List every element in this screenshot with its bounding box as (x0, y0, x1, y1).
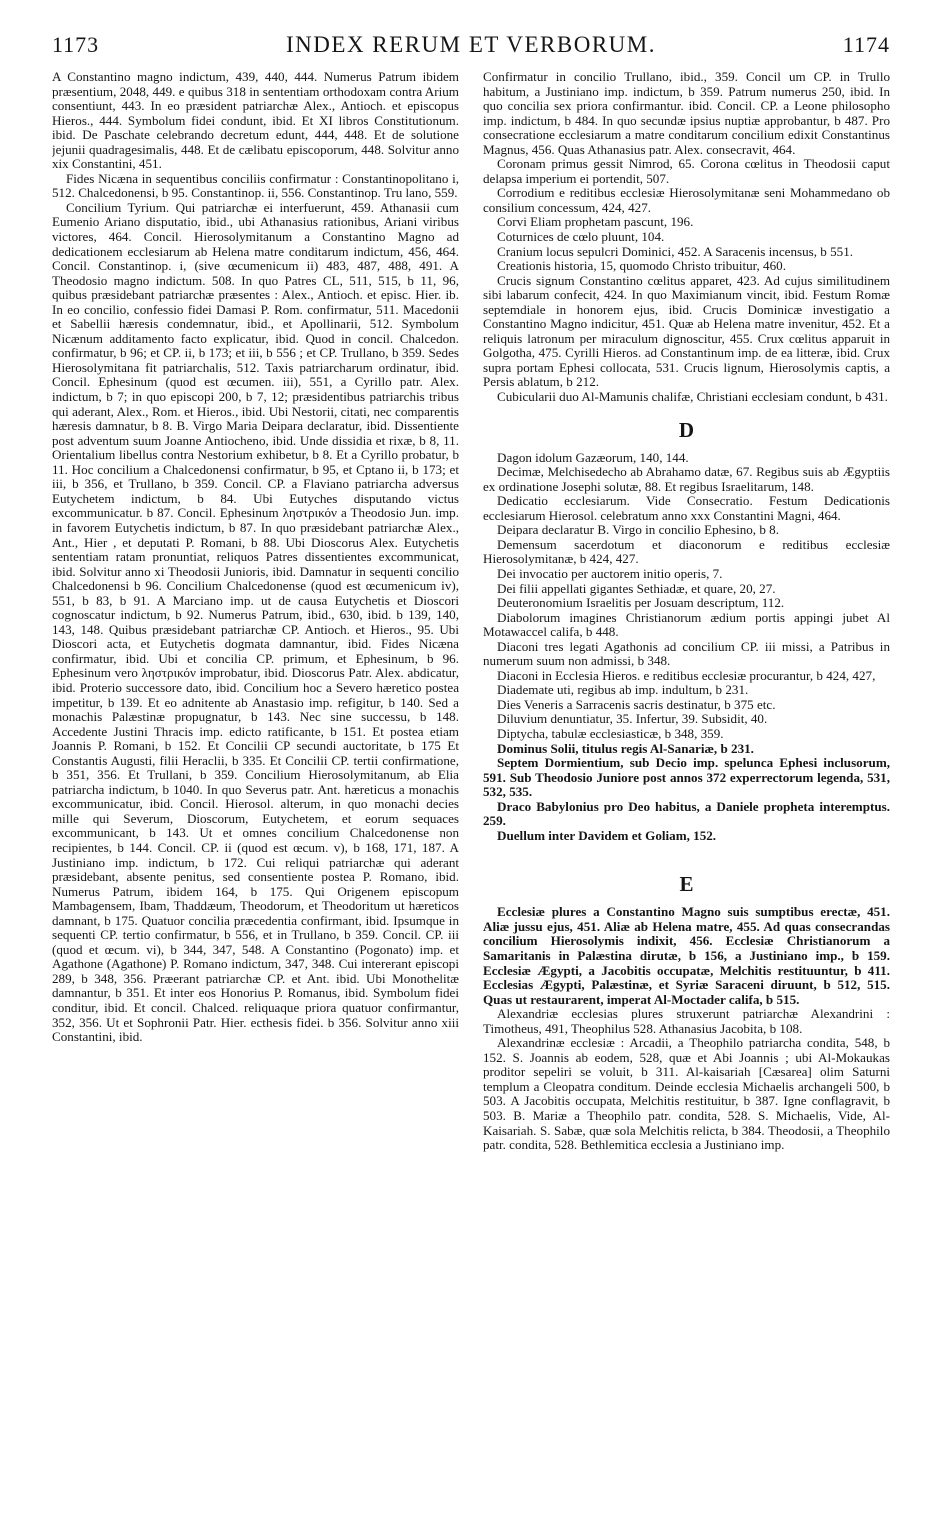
index-entry: Corvi Eliam prophetam pascunt, 196. (497, 214, 694, 230)
index-entry: Dagon idolum Gazæorum, 140, 144. (497, 449, 689, 465)
index-entry: Septem Dormientium, sub Decio imp. spelunca Ephesi inclusorum, 591. Sub Theodosio Juniore post annos 372 experrectorum legenda, 531, 532, 535. (483, 755, 890, 800)
section-letter-e: E (679, 872, 694, 897)
index-entry: Diptycha, tabulæ ecclesiasticæ, b 348, 359. (497, 725, 724, 741)
index-entry: Diluvium denuntiatur, 35. Infertur, 39. Subsidit, 40. (497, 711, 768, 727)
index-entry: Deuteronomium Israelitis per Josuam descriptum, 112. (497, 595, 785, 611)
index-entry: Decimæ, Melchisedecho ab Abrahamo datæ, 67. Regibus suis ab Ægyptiis ex ordinatione Josephi solutæ, 88. Et regibus Israelitarum, 148. (483, 464, 890, 494)
index-entry: Dei filii appellati gigantes Sethiadæ, et quare, 20, 27. (497, 580, 776, 596)
index-entry: Diaconi in Ecclesia Hieros. e reditibus ecclesiæ procurantur, b 424, 427, (497, 667, 876, 683)
right-page-number: 1174 (842, 32, 890, 57)
index-entry: Alexandrinæ ecclesiæ : Arcadii, a Theophilo patriarcha condita, 548, b 152. S. Joannis ab eodem, 528, quæ et Abi Joannis ; ubi Al-Mokaukas proditor sepeliri se voluit, b 311. Al-kaisariah [Cæsarea] olim Saturni templum a Cleopatra conditum. Deinde ecclesia Michaelis archangeli 500, b 503. A Jacobitis occupata, Melchitis restituitur, b 387. Igne conflagravit, b 503. B. Mariæ a Theophilo patr. condita, 528. S. Michaelis, Vide, Al-Kaisariah. S. Sabæ, quæ sola Melchitis relicta, b 384. Theodosii, a Theophilo patr. condita, 528. Bethlemitica ecclesia a Justiniano imp. (483, 1035, 890, 1153)
index-entry: Fides Nicæna in sequentibus conciliis confirmatur : Constantinopolitano i, 512. Chalcedonensi, b 95. Constantinop. ii, 556. Constantinop. Tru lano, 559. (52, 170, 459, 201)
index-entry: Coturnices de cœlo pluunt, 104. (497, 229, 665, 245)
index-entry: Dominus Solii, titulus regis Al-Sanariæ, b 231. (497, 740, 754, 756)
index-entry: Creationis historia, 15, quomodo Christo tribuitur, 460. (497, 258, 786, 274)
index-entry: Demensum sacerdotum et diaconorum e reditibus ecclesiæ Hierosolymitanæ, b 424, 427. (483, 536, 890, 567)
index-entry: Draco Babylonius pro Deo habitus, a Daniele propheta interemptus. 259. (483, 798, 890, 829)
running-title: INDEX RERUM ET VERBORUM. (286, 32, 656, 57)
index-entry: Dedicatio ecclesiarum. Vide Consecratio. Festum Dedicationis ecclesiarum Hierosol. celebratum anno xxx Constantini Magni, 464. (483, 493, 890, 523)
index-entry: Corrodium e reditibus ecclesiæ Hierosolymitanæ seni Mohammedano ob consilium concessum, 424, 427. (483, 185, 890, 215)
page-header (52, 32, 890, 66)
index-entry: Cubicularii duo Al-Mamunis chalifæ, Christiani ecclesiam condunt, b 431. (497, 389, 888, 405)
index-entry: Diabolorum imagines Christianorum ædium portis appingi jubet Al Motawaccel califa, b 448. (483, 609, 890, 640)
section-letter-d: D (678, 417, 695, 442)
index-entry: Ecclesiæ plures a Constantino Magno suis sumptibus erectæ, 451. Aliæ jussu ejus, 451. Aliæ ab Helena matre, 455. Ad quas consecrandas concilium Hierosolymis indixit, 456. Ecclesiæ Christianorum a Samaritanis in Palæstina dirutæ, b 156, a Justiniano imp., b 159. Ecclesiæ Ægypti, a Jacobitis occupatæ, Melchitis restituuntur, b 411. Ecclesias Ægypti, Palæstinæ, et Syriæ Saraceni diruunt, b 512, 515. Quas ut restaurarent, imperat Al-Moctader califa, b 515. (483, 904, 890, 1007)
index-entry: Dei invocatio per auctorem initio operis, 7. (497, 565, 723, 581)
index-entry: Alexandriæ ecclesias plures struxerunt patriarchæ Alexandrini : Timotheus, 491, Theophilus 528. Athanasius Jacobita, b 108. (483, 1006, 890, 1036)
index-entry: Cranium locus sepulcri Dominici, 452. A Saracenis incensus, b 551. (497, 243, 854, 259)
index-entry: Deipara declaratur B. Virgo in concilio Ephesino, b 8. (497, 522, 779, 538)
index-entry: Duellum inter Davidem et Goliam, 152. (497, 827, 717, 843)
index-entry: A Constantino magno indictum, 439, 440, 444. Numerus Patrum ibidem præsentium, 2048, 449. e quibus 318 in sententiam orthodoxam contra Arium consentiunt, 443. In eo præsident patriarchæ Alex., Antioch. et episcopus Hieros., 444. Symbolum fidei condunt, ibid. Et XI libros Constitutionum. ibid. De Paschate celebrando decretum edunt, 444, 448. Et de solutione jejunii quadragesimalis, 448. Et de cælibatu episcoporum, 448. Solvitur anno xix Constantini, 451. (52, 70, 459, 172)
index-entry: Confirmatur in concilio Trullano, ibid., 359. Concil um CP. in Trullo habitum, a Justiniano imp. indictum, b 359. Patrum numerus 250, ibid. In quo concilia sex priora confirmantur. ibid. Concil. CP. a Leone philosopho imp. indictum, b 484. In quo secundæ ipsius nuptiæ approbantur, b 487. Pro consecratione ecclesiarum a matre conditarum concilium edixit Constantinus Magnus, 456. Quas Athanasius patr. Alex. consecravit, 464. (483, 70, 890, 157)
index-entry: Crucis signum Constantino cœlitus apparet, 423. Ad cujus similitudinem sibi labarum confecit, 424. In quo Maximianum vincit, ibid. Festum Romæ septemdiale in honorem ejus, ibid. Crucis Dominicæ investigatio a Constantino Magno indicitur, 451. Quæ ab Helena matre invenitur, 452. Et a reliquis latronum per miraculum dignoscitur, 455. Crux cœlitus apparuit in Golgotha, 475. Cyrilli Hieros. ad Constantinum imp. de ea litteræ, ibid. Crux supra portam Ephesi collocata, 531. Crucis lignum, Hierosolymis captis, a Persis ablatum, b 212. (483, 272, 890, 390)
left-page-number: 1173 (52, 32, 100, 57)
index-entry: Dies Veneris a Sarracenis sacris destinatur, b 375 etc. (497, 696, 776, 712)
index-entry: Concilium Tyrium. Qui patriarchæ ei interfuerunt, 459. Athanasii cum Eumenio Ariano disputatio, ibid., ubi Athanasius rationibus, Ariani viribus victores, 464. Concil. Hierosolymitanum a Constantino Magno ad dedicationem ecclesiarum ab Helena matre conditarum indictum, 456, 464. Concil. Constantinop. i, (sive œcumenicum ii) 483, 487, 488, 491. A Theodosio magno indictum. 508. In quo Patres CL, 511, 515, b 11, 96, quibus præsidebant patriarchæ præsentes : Alex., Antioch. et episc. Hier. ib. In eo concilio, confessio fidei Damasi P. Rom. confirmatur, 511. Macedonii et Sabellii hæresis condemnatur, ibid., et Apollinarii, 512. Symbolum Nicænum additamento facto explicatur, ibid. Quod in concil. Chalcedon. confirmatur, b 96; et CP. ii, b 173; et iii, b 556 ; et CP. Trullano, b 359. Sedes Hierosolymitana fit patriarchalis, 512. Taxis patriarcharum ordinatur, ibid. Concil. Ephesinum (quod est œcumen. iii), 551, a Cyrillo patr. Alex. indictum, b 7; in quo episcopi 200, b 7, 12; præsidentibus patriarchis tribus qui aderant, Alex., Rom. et Hieros., ibid. Ubi Nestorii, citati, nec comparentis hæresis damnatur, b 8. B. Virgo Maria Deipara declaratur, ibid. Dissentiente post adventum suum Joanne Antiocheno, ibid. Unde dissidia et rixæ, b 8, 11. Orientalium libellus contra Nestorium exhibetur, b 8. Et a Cyrillo probatur, b 11. Hoc concilium a Chalcedonensi confirmatur, b 95, et Cptano ii, b 173; et iii, b 356, et Trullano, b 359. Concil. CP. a Flaviano patriarcha adversus Eutychetem indictum, b 84. Ubi Eutyches disputando victus excommunicatur. b 87. Concil. Ephesinum ληστρικόν a Theodosio Jun. imp. in favorem Eutychetis indictum, b 87. In quo præsidebant patriarchæ Alex., Ant., Hier , et deputati P. Romani, b 88. Ubi Dioscorus Alex. Eutychetis sententiam ratam pronuntiat, reliquos Patres dissentientes excommunicat, ibid. Solvitur anno xi Theodosii Junioris, ibid. Damnatur in sequenti concilio Chalcedonensi b 96. Concilium Chalcedonense (quod est œcumenicum iv), 551, b 83, b 91. A Marciano imp. ut de causa Eutychetis et Dioscori cognoscatur indictum, b 92. Numerus Patrum, ibid., 630, ibid. b 139, 140, 143, 148. Quibus præsidebant patriarchæ CP. Antioch. et Hieros., 95. Ubi Dioscori acta, et Eutychetis dogmata damnantur, ibid. Fides Nicæna confirmatur, ibid. Ubi et concilia CP. primum, et Ephesinum, b 96. Ephesinum vero ληστρικόν improbatur, ibid. Dioscorus Patr. Alex. abdicatur, ibid. Proterio successore dato, ibid. Concilium hoc a Severo hæretico postea impetitur, b 139. Et eo adnitente ab Anastasio imp. refigitur, b 140. Sed a monachis Palæstinæ propugnatur, b 143. Nec sine successu, b 148. Accedente Justini Thracis imp. edicto ratificante, b 151. Et postea etiam Joannis P. Romani, b 152. Et Concilii CP secundi auctoritate, b 175 Et Constantis Augusti, filii Heraclii, b 335. Et Concilii CP. tertii confirmatione, b 351, 356. Et Trullani, b 359. Concilium Hierosolymitanum, ab Elia patriarcha indictum, b 1040. In quo Severus patr. Ant. hæreticus a monachis excommunicatur, ibid. Concil. Hierosol. alterum, in quo monachi decies mille qui Severum, Dioscorum, Eutychetem, et eorum sequaces excommunicant, b 143. Ut et omnes concilium Chalcedonense non recipientes, b 144. Concil. CP. ii (quod est œcum. v), b 168, 171, 187. A Justiniano imp. indictum, b 172. Cui reliqui patriarchæ qui aderant præsidebant, absente penitus, sed consentiente postea P. Romano, ibid. Numerus Patrum, ibidem 164, b 175. Qui Origenem episcopum Mambagensem, Ibam, Thaddæum, Theodorum, et Theodoritum ut hæreticos damnant, b 175. Quatuor concilia præcedentia confirmant, ibid. Ipsumque in sequenti CP. tertio confirmatur, b 556, et in Trullano, b 359. Concil. CP. iii (quod et œcum. vi), b 344, 347, 548. A Constantino (Pogonato) imp. et Agathone (Agathone) P. Romano indictum, 347, 348. Cui intererant episcopi 289, b 348, 356. Præerant patriarchæ CP. et Ant. ibid. Ubi Monothelitæ damnantur, b 351. Et inter eos Honorius P. Romanus, ibid. Symbolum fidei conditur, ibid. Et concil. Chalced. reliquaque priora quatuor confirmantur, 352, 356. Ut et Sophronii Patr. Hier. ecthesis fidei. b 356. Solvitur anno xiii Constantini, ibid. (52, 199, 459, 1045)
left-column (52, 70, 459, 1153)
index-entry: Diaconi tres legati Agathonis ad concilium CP. iii missi, a Patribus in numerum suum non admissi, b 348. (483, 638, 890, 669)
index-entry: Diademate uti, regibus ab imp. indultum, b 231. (497, 682, 749, 698)
index-entry: Coronam primus gessit Nimrod, 65. Corona cœlitus in Theodosii caput delapsa imperium ei portendit, 507. (483, 156, 890, 186)
right-column (483, 70, 890, 1153)
two-column-body (52, 70, 890, 1153)
